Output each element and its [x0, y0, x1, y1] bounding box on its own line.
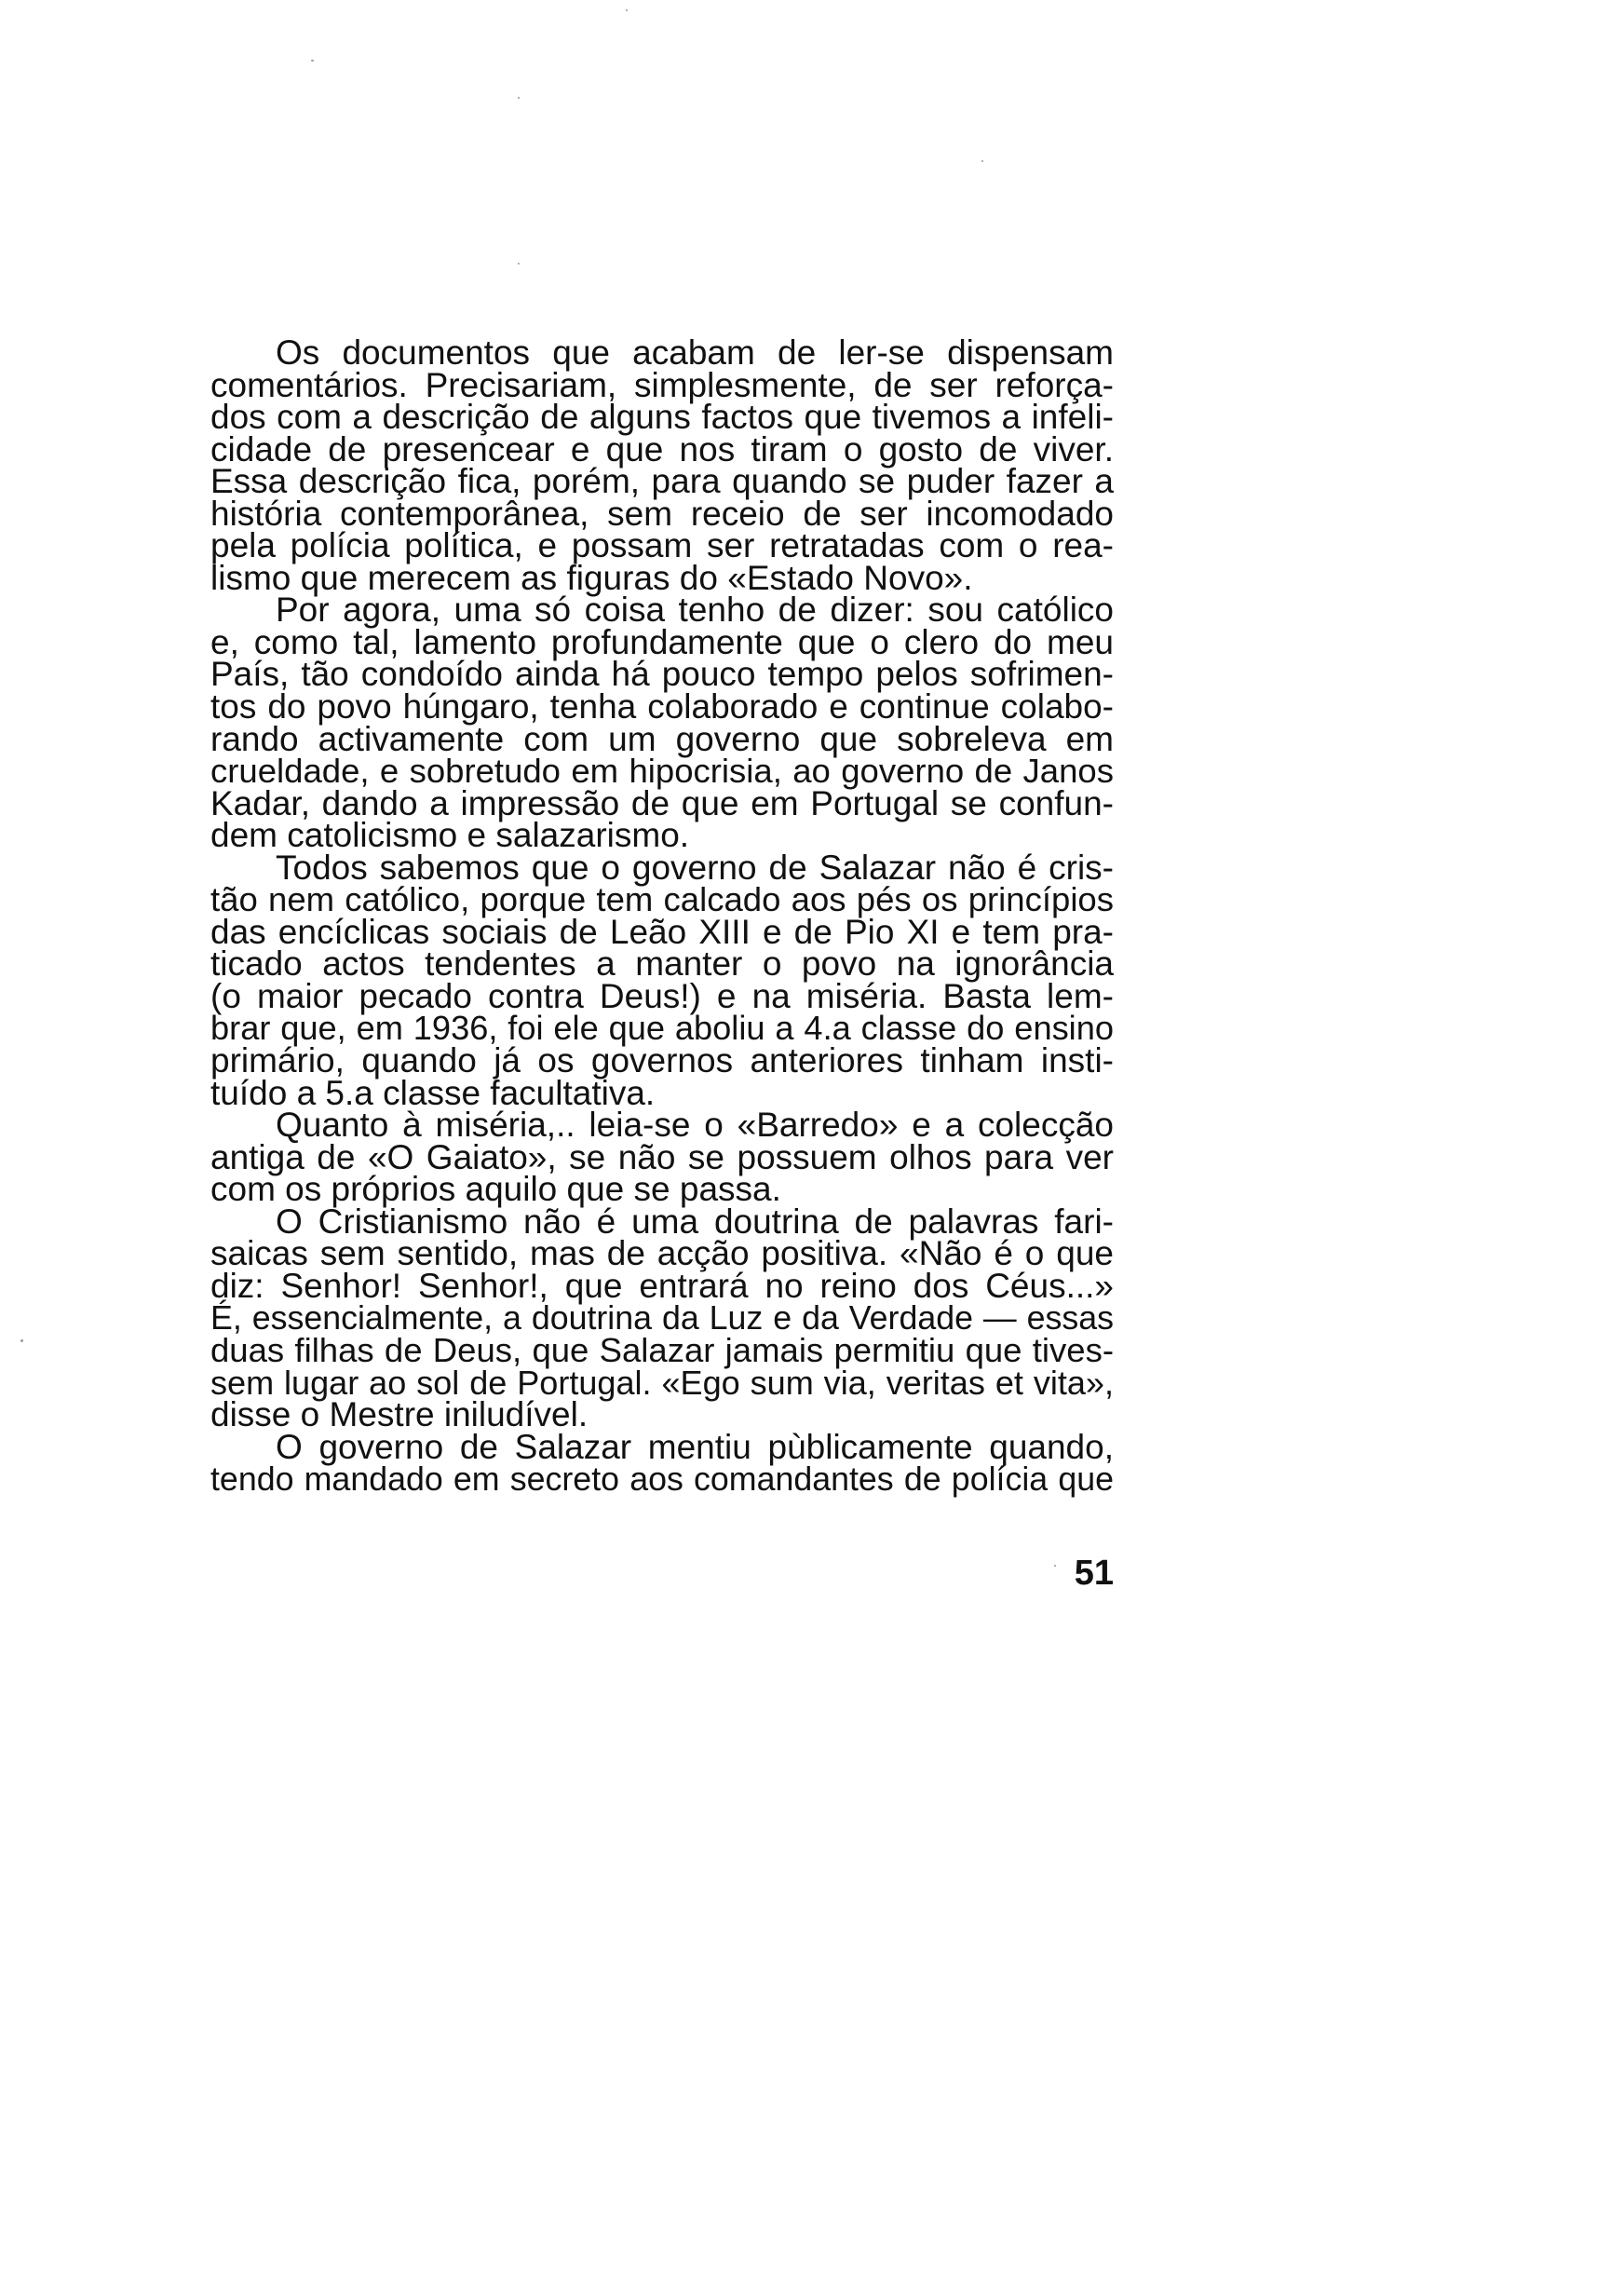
- text-line: tos do povo húngaro, tenha colaborado e continue colabo-: [210, 687, 1114, 727]
- text-line: O Cristianismo não é uma doutrina de palavras fari-: [276, 1202, 1114, 1241]
- scan-speck: [1054, 1565, 1056, 1567]
- paragraph: [210, 1202, 1114, 1434]
- text-line: primário, quando já os governos anteriores tinham insti-: [210, 1041, 1114, 1080]
- text-line: diz: Senhor! Senhor!, que entrará no reino dos Céus...»: [210, 1266, 1114, 1305]
- text-line: O governo de Salazar mentiu pùblicamente quando,: [276, 1427, 1114, 1466]
- text-line: crueldade, e sobretudo em hipocrisia, ao governo de Janos: [210, 752, 1114, 791]
- text-line: (o maior pecado contra Deus!) e na miséria. Basta lem-: [210, 976, 1114, 1015]
- text-line: comentários. Precisariam, simplesmente, de ser reforça-: [210, 365, 1114, 404]
- scan-speck: [518, 263, 520, 265]
- paragraph: [210, 333, 1114, 597]
- text-line: com os próprios aquilo que se passa.: [210, 1170, 781, 1209]
- paragraph: [210, 848, 1114, 1112]
- text-line: Todos sabemos que o governo de Salazar não é cris-: [276, 848, 1114, 887]
- body-text: [210, 333, 1114, 1499]
- text-line: dem catolicismo e salazarismo.: [210, 816, 690, 855]
- scan-speck: [311, 60, 314, 61]
- paragraph: [210, 1427, 1114, 1499]
- scan-speck: [518, 97, 520, 99]
- text-line: tendo mandado em secreto aos comandantes de polícia que: [210, 1460, 1114, 1499]
- text-line: das encíclicas sociais de Leão XIII e de Pio XI e tem pra-: [210, 912, 1114, 951]
- text-line: cidade de presencear e que nos tiram o gosto de viver.: [210, 429, 1114, 469]
- paragraph: [210, 1106, 1114, 1209]
- text-line: tão nem católico, porque tem calcado aos pés os princípios: [210, 880, 1114, 919]
- text-line: Por agora, uma só coisa tenho de dizer: sou católico: [276, 591, 1114, 630]
- paragraph: [210, 591, 1114, 855]
- text-line: disse o Mestre iniludível.: [210, 1395, 589, 1434]
- text-line: País, tão condoído ainda há pouco tempo pelos sofrimen-: [210, 655, 1114, 694]
- scan-speck: [981, 160, 983, 162]
- text-line: pela polícia política, e possam ser retratadas com o rea-: [210, 526, 1114, 565]
- text-line: saicas sem sentido, mas de acção positiva. «Não é o que: [210, 1234, 1114, 1273]
- text-line: antiga de «O Gaiato», se não se possuem olhos para ver: [210, 1137, 1114, 1176]
- text-line: ticado actos tendentes a manter o povo na ignorância: [210, 944, 1114, 984]
- text-line: e, como tal, lamento profundamente que o clero do meu: [210, 622, 1114, 661]
- page-number: 51: [1074, 1554, 1114, 1593]
- text-line: rando activamente com um governo que sobreleva em: [210, 719, 1114, 758]
- scan-speck: [20, 1339, 23, 1342]
- text-line: história contemporânea, sem receio de ser incomodado: [210, 494, 1114, 533]
- text-line: sem lugar ao sol de Portugal. «Ego sum via, veritas et vita»,: [210, 1363, 1114, 1402]
- text-line: tuído a 5.a classe facultativa.: [210, 1073, 656, 1112]
- text-line: Essa descrição fica, porém, para quando se puder fazer a: [210, 462, 1114, 501]
- scan-speck: [626, 9, 628, 11]
- text-line: Quanto à miséria,.. leia-se o «Barredo» e a colecção: [276, 1106, 1114, 1145]
- text-line: É, essencialmente, a doutrina da Luz e da Verdade — essas: [210, 1299, 1114, 1338]
- text-line: dos com a descrição de alguns factos que tivemos a infeli-: [210, 398, 1114, 437]
- text-line: lismo que merecem as figuras do «Estado Novo».: [210, 558, 973, 597]
- text-line: duas filhas de Deus, que Salazar jamais permitiu que tives-: [210, 1330, 1114, 1369]
- text-line: brar que, em 1936, foi ele que aboliu a 4.a classe do ensino: [210, 1009, 1114, 1048]
- text-line: Os documentos que acabam de ler-se dispensam: [276, 333, 1114, 372]
- text-line: Kadar, dando a impressão de que em Portugal se confun-: [210, 783, 1114, 822]
